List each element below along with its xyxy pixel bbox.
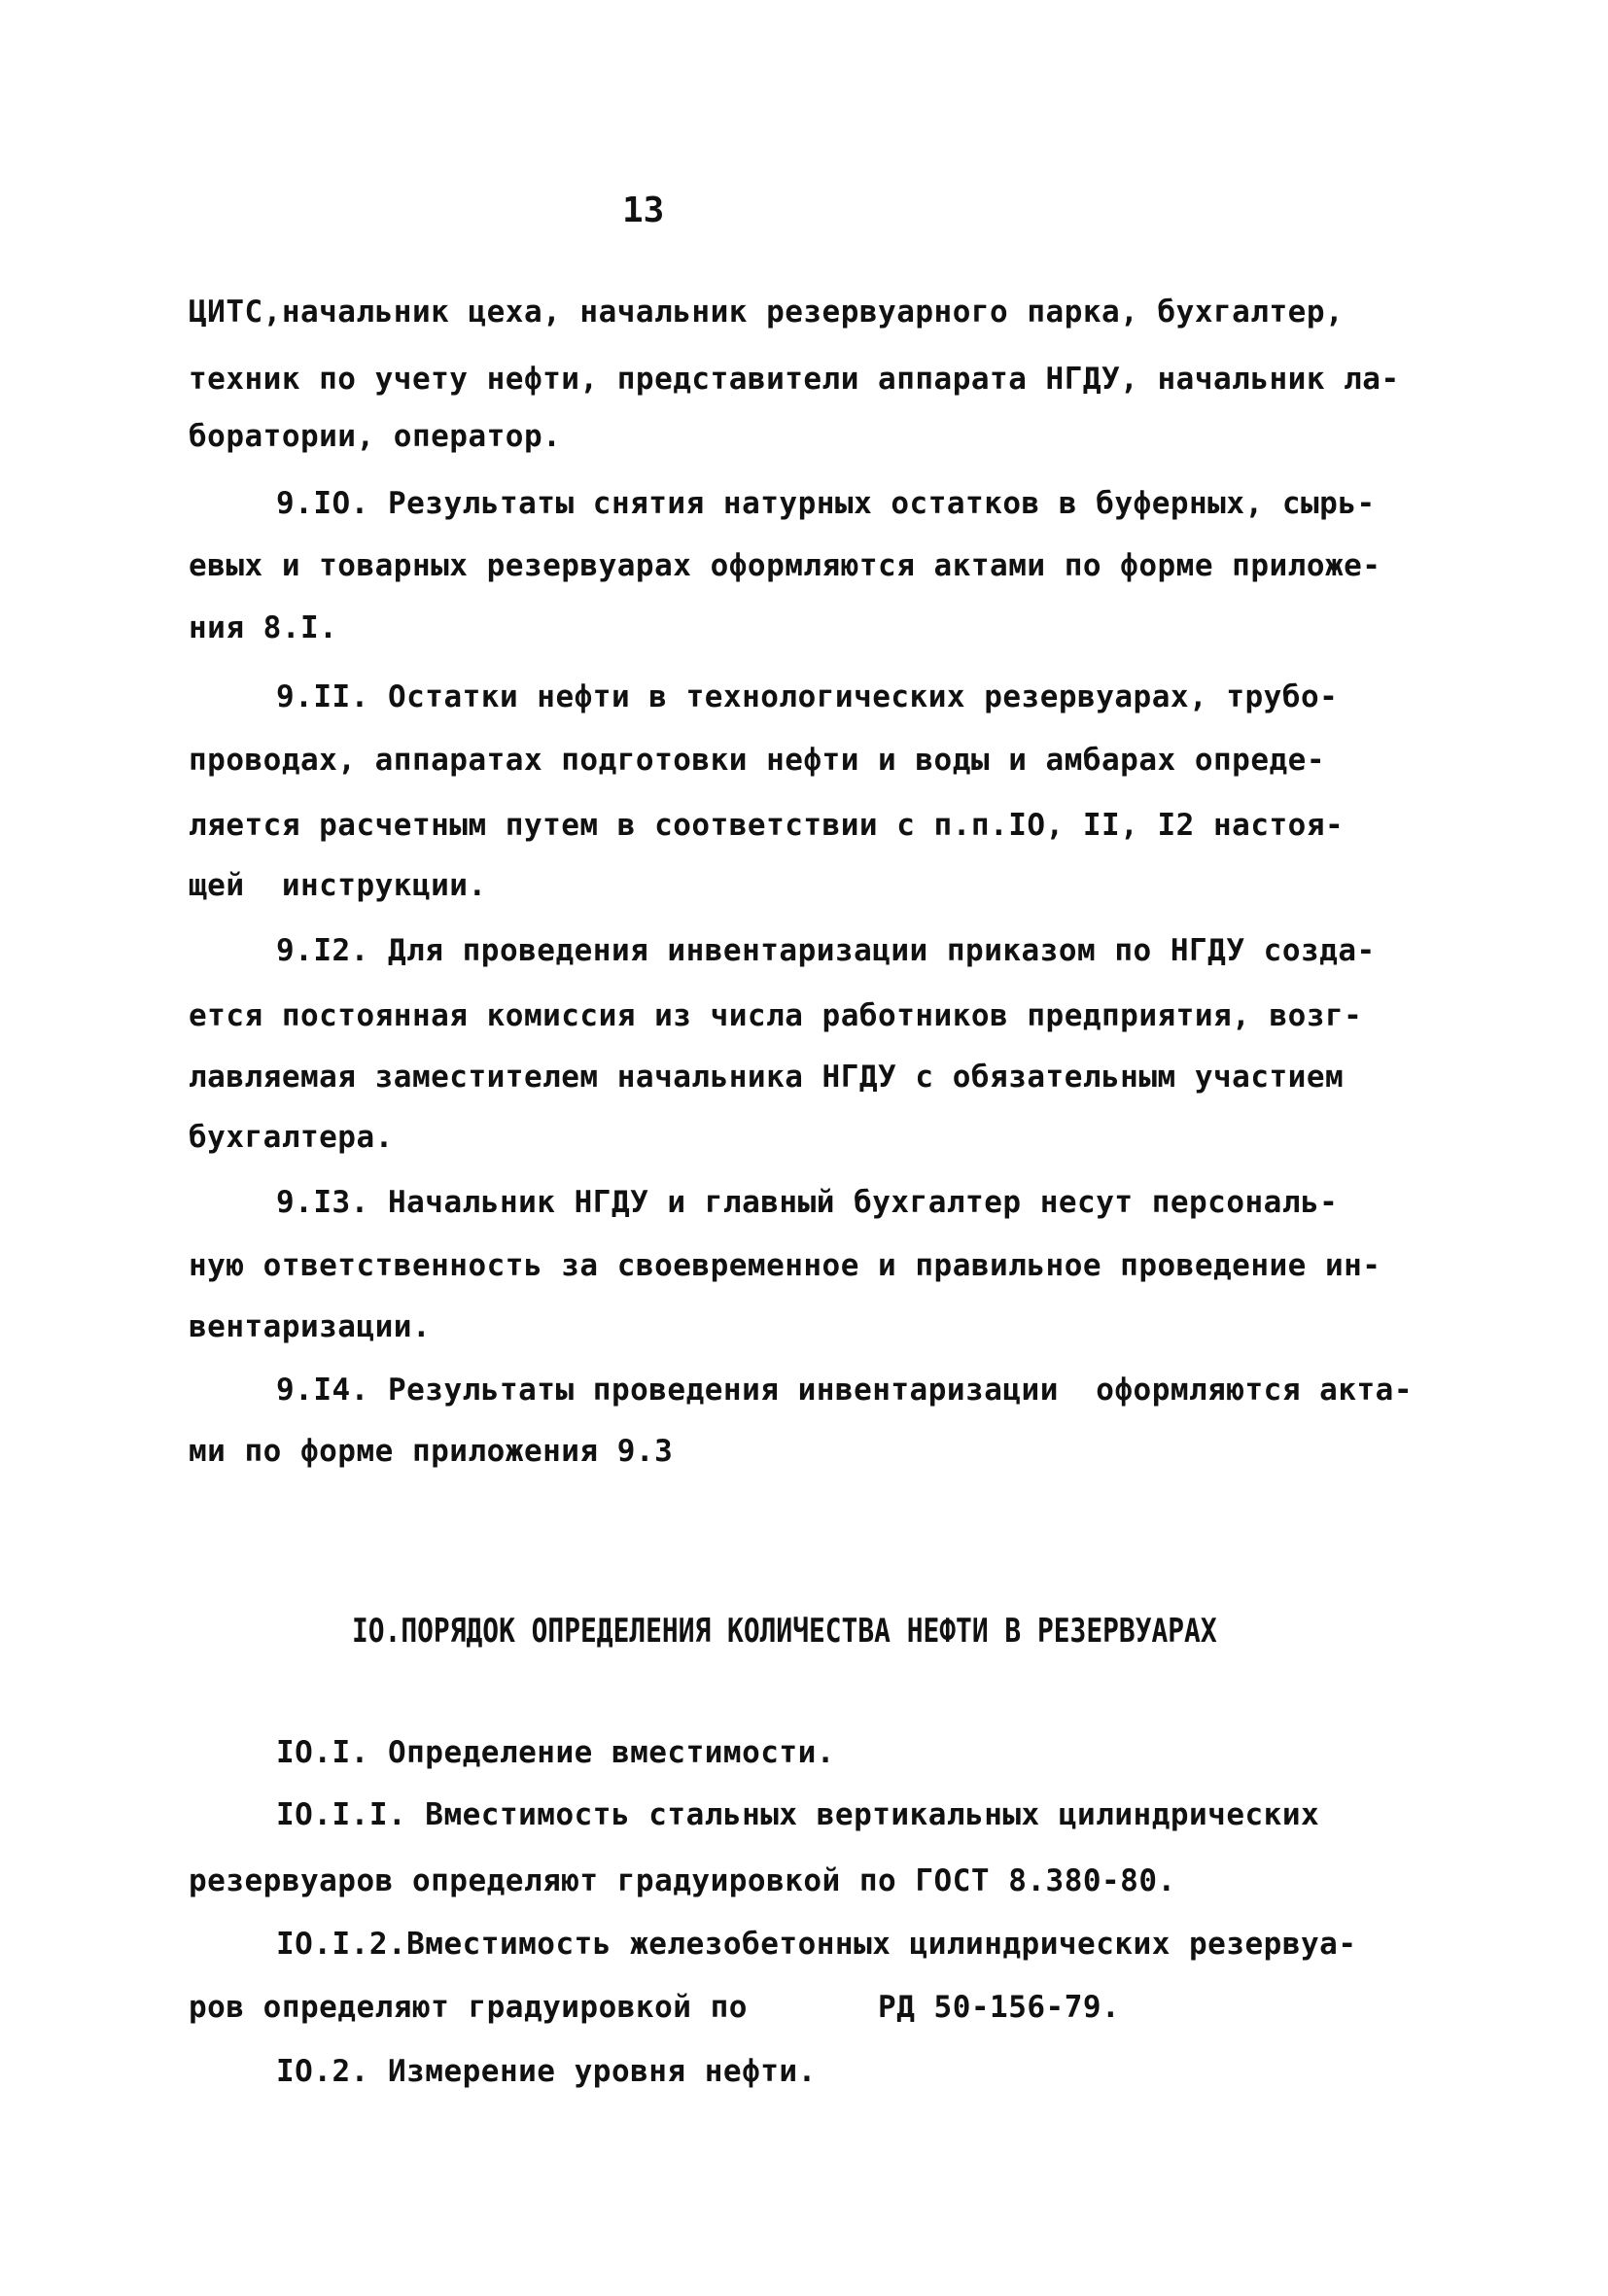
text-line: лавляемая заместителем начальника НГДУ с обязательным участием bbox=[189, 1060, 1345, 1095]
text-line: вентаризации. bbox=[189, 1309, 432, 1344]
paragraph-9-10: 9.IO. Результаты снятия натурных остатков в буферных, сырь- bbox=[276, 486, 1376, 521]
page-number: 13 bbox=[622, 191, 665, 230]
text-line: ЦИТС,начальник цеха, начальник резервуарного парка, бухгалтер, bbox=[189, 295, 1345, 330]
item-10-1-2: IO.I.2.Вместимость железобетонных цилиндрических резервуа- bbox=[276, 1927, 1357, 1962]
text-line: бухгалтера. bbox=[189, 1120, 394, 1155]
text-line: ную ответственность за своевременное и правильное проведение ин- bbox=[189, 1248, 1381, 1283]
paragraph-9-12: 9.I2. Для проведения инвентаризации приказом по НГДУ созда- bbox=[276, 933, 1376, 968]
text-line: техник по учету нефти, представители аппарата НГДУ, начальник ла- bbox=[189, 362, 1400, 397]
paragraph-9-13: 9.I3. Начальник НГДУ и главный бухгалтер несут персональ- bbox=[276, 1185, 1339, 1220]
item-10-2: IO.2. Измерение уровня нефти. bbox=[276, 2054, 817, 2089]
item-10-1-1: IO.I.I. Вместимость стальных вертикальных цилиндрических bbox=[276, 1797, 1320, 1832]
text-line: ров определяют градуировкой по РД 50-156-79. bbox=[189, 1990, 1121, 2025]
item-10-1: IO.I. Определение вместимости. bbox=[276, 1735, 835, 1770]
text-line: боратории, оператор. bbox=[189, 419, 562, 454]
paragraph-9-11: 9.II. Остатки нефти в технологических резервуарах, трубо- bbox=[276, 679, 1339, 714]
text-line: ляется расчетным путем в соответствии с п.п.IO, II, I2 настоя- bbox=[189, 808, 1345, 843]
section-heading: IO.ПОРЯДОК ОПРЕДЕЛЕНИЯ КОЛИЧЕСТВА НЕФТИ В РЕЗЕРВУАРАХ bbox=[352, 1612, 1217, 1651]
text-line: ния 8.I. bbox=[189, 610, 338, 645]
text-line: евых и товарных резервуарах оформляются актами по форме приложе- bbox=[189, 548, 1381, 583]
text-line: щей инструкции. bbox=[189, 868, 487, 903]
text-line: проводах, аппаратах подготовки нефти и воды и амбарах опреде- bbox=[189, 743, 1325, 778]
paragraph-9-14: 9.I4. Результаты проведения инвентаризации оформляются акта- bbox=[276, 1373, 1413, 1408]
text-line: ется постоянная комиссия из числа работников предприятия, возг- bbox=[189, 998, 1363, 1033]
text-line: ми по форме приложения 9.3 bbox=[189, 1434, 674, 1469]
text-line: резервуаров определяют градуировкой по ГОСТ 8.380-80. bbox=[189, 1863, 1176, 1898]
